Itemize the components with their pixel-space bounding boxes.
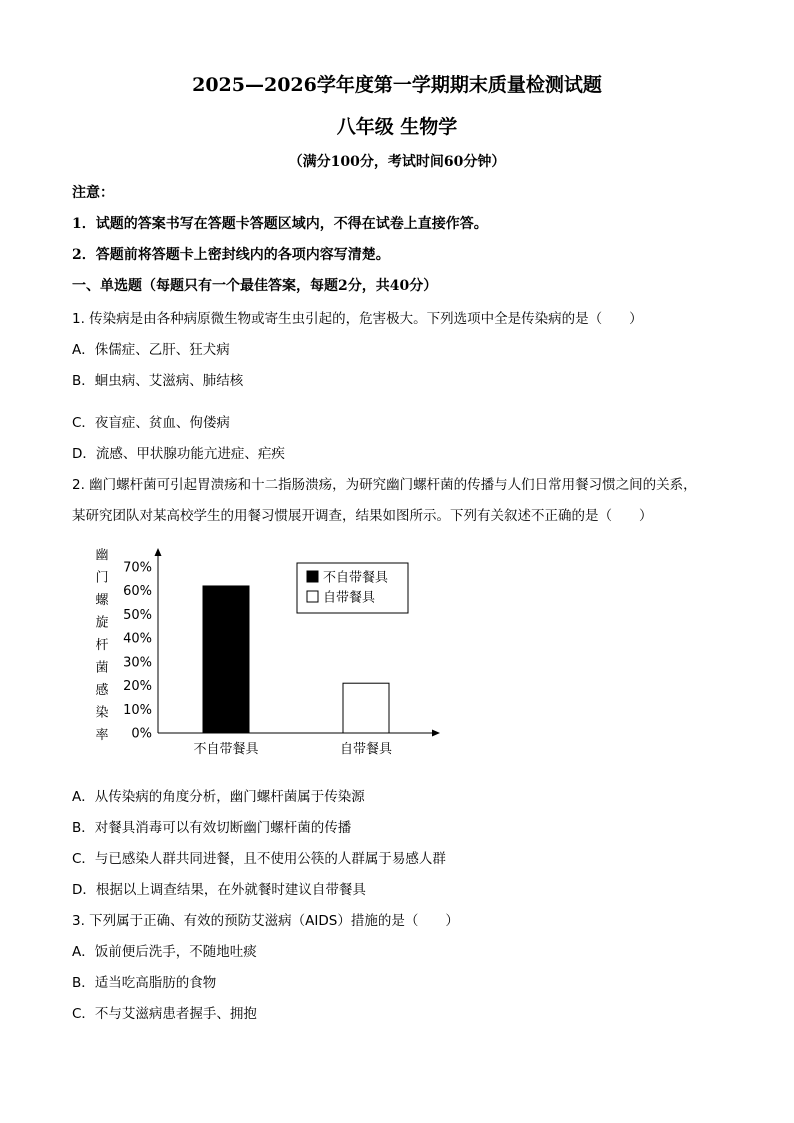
y-axis-label-char: 染 (95, 705, 109, 721)
exam-title: 2025—2026学年度第一学期期末质量检测试题 (192, 74, 602, 96)
y-axis-label-char: 率 (95, 728, 109, 743)
question-stem-continued: 某研究团队对某高校学生的用餐习惯展开调查，结果如图所示。下列有关叙述不正确的是（ ） (72, 508, 653, 524)
question-option: C．与已感染人群共同进餐，且不使用公筷的人群属于易感人群 (72, 851, 446, 867)
question-option: B．对餐具消毒可以有效切断幽门螺杆菌的传播 (72, 820, 352, 836)
x-tick-label: 不自带餐具 (193, 742, 259, 757)
y-axis-label-char: 门 (95, 570, 109, 586)
x-axis-arrow (432, 730, 440, 737)
y-tick-label: 50% (123, 607, 152, 623)
y-axis-label-char: 螺 (95, 593, 109, 608)
question-option: D．根据以上调查结果，在外就餐时建议自带餐具 (72, 882, 366, 898)
question-stem: 2. 幽门螺杆菌可引起胃溃疡和十二指肠溃疡，为研究幽门螺杆菌的传播与人们日常用餐习惯之间的关系， (72, 477, 697, 493)
legend-label: 自带餐具 (323, 590, 376, 606)
bar-own-tableware (343, 683, 389, 733)
y-tick-label: 0% (131, 726, 152, 742)
exam-note: （满分100分，考试时间60分钟） (288, 154, 506, 170)
y-axis-label-char: 感 (95, 683, 109, 698)
notice-label: 注意： (72, 185, 114, 201)
question-stem: 1. 传染病是由各种病原微生物或寄生虫引起的，危害极大。下列选项中全是传染病的是（ ） (72, 311, 643, 327)
y-axis-label-char: 旋 (95, 615, 109, 631)
y-axis-label (95, 548, 109, 743)
y-axis-ticks (123, 561, 152, 742)
x-tick-label: 自带餐具 (339, 742, 393, 757)
chart-legend (297, 563, 408, 613)
y-tick-label: 10% (123, 702, 152, 718)
y-tick-label: 70% (123, 560, 152, 576)
y-tick-label: 40% (123, 631, 152, 647)
infection-rate-bar-chart (88, 543, 448, 763)
question-option: A．从传染病的角度分析，幽门螺杆菌属于传染源 (72, 789, 365, 805)
legend-swatch (307, 591, 318, 602)
legend-label: 不自带餐具 (323, 570, 389, 586)
question-option: D．流感、甲状腺功能亢进症、疟疾 (72, 446, 285, 462)
question-option: B．适当吃高脂肪的食物 (72, 975, 217, 991)
question-option: A．侏儒症、乙肝、狂犬病 (72, 342, 230, 358)
section-heading: 一、单选题（每题只有一个最佳答案，每题2分，共40分） (72, 278, 438, 294)
question-stem: 3. 下列属于正确、有效的预防艾滋病（AIDS）措施的是（ ） (72, 913, 459, 929)
question-option: B．蛔虫病、艾滋病、肺结核 (72, 373, 244, 389)
legend-swatch (307, 571, 318, 582)
notice-item: 1．试题的答案书写在答题卡答题区域内，不得在试卷上直接作答。 (72, 216, 488, 232)
x-axis-ticks (193, 741, 393, 757)
y-axis-label-char: 杆 (95, 638, 109, 653)
question-option: A．饭前便后洗手，不随地吐痰 (72, 944, 257, 960)
y-tick-label: 20% (123, 679, 152, 695)
bar-no-own-tableware (203, 586, 249, 733)
y-tick-label: 60% (123, 584, 152, 600)
y-axis-label-char: 幽 (95, 548, 109, 563)
question-option: C．不与艾滋病患者握手、拥抱 (72, 1006, 257, 1022)
notice-item: 2．答题前将答题卡上密封线内的各项内容写清楚。 (72, 247, 390, 263)
y-axis-arrow (155, 548, 162, 556)
y-axis-label-char: 菌 (95, 660, 109, 676)
exam-subtitle: 八年级 生物学 (336, 116, 458, 138)
question-option: C．夜盲症、贫血、佝偻病 (72, 415, 230, 431)
y-tick-label: 30% (123, 655, 152, 671)
